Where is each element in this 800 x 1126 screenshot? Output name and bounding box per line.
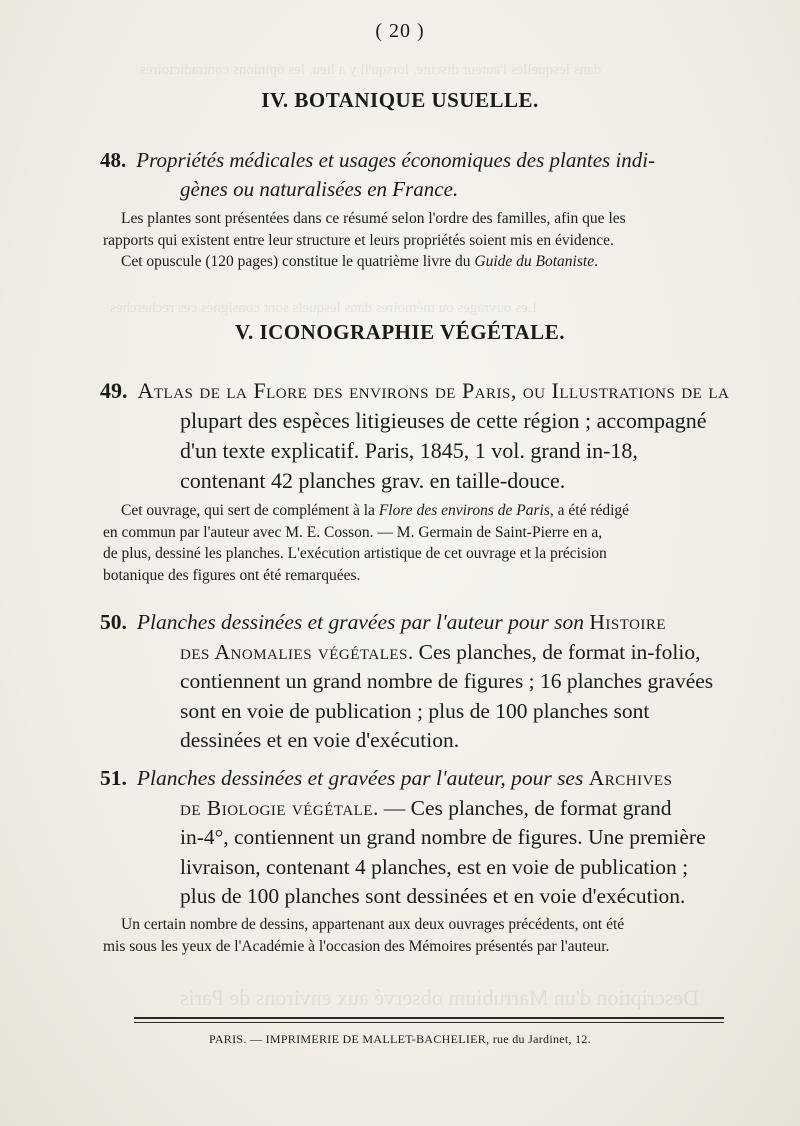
entry-51 (100, 764, 800, 912)
entry-number: 51. (100, 766, 127, 790)
entry-line: dessinées et en voie d'exécution. (180, 728, 460, 752)
printer-imprint: PARIS. — IMPRIMERIE DE MALLET-BACHELIER, rue du Jardinet, 12. (208, 1032, 592, 1046)
footer-rule (134, 1022, 724, 1023)
desc-text: . (594, 253, 598, 270)
entry-title: gènes ou naturalisées en France. (180, 177, 459, 201)
bleed-through-text: dans lesquelles l'auteur discute, lorsqu'il y a lieu, les opinions contradictoires (140, 62, 602, 78)
entry-line: sont en voie de publication ; plus de 100 planches sont (180, 698, 650, 723)
entry-line: contenant 42 planches grav. en taille-douce. (180, 468, 566, 493)
entry-number: 50. (100, 610, 127, 634)
section-title-v: V. ICONOGRAPHIE VÉGÉTALE. (235, 320, 565, 344)
book-title: Flore des environs de Paris (378, 502, 550, 519)
work-title: Archives (588, 766, 673, 790)
desc-line: rapports qui existent entre leur structure et leurs propriétés soient mis en évidence. (103, 231, 614, 249)
entry-line: contiennent un grand nombre de figures ; 16 planches gravées (180, 669, 714, 693)
entry-51-description (103, 914, 768, 957)
entry-number: 49. (100, 378, 128, 403)
entry-line: . — Ces planches, de format grand (373, 795, 672, 820)
page-number: ( 20 ) (375, 20, 425, 42)
entry-title: Atlas de la Flore des environs de Paris, ou Illustrations de la (137, 378, 730, 403)
desc-line: de plus, dessiné les planches. L'exécution artistique de cet ouvrage et la précision (103, 545, 607, 562)
entry-48 (100, 146, 800, 204)
entry-line: plus de 100 planches sont dessinées et en voie d'exécution. (180, 884, 686, 908)
work-title: Histoire (589, 610, 667, 634)
entry-line: . Ces planches, de format in-folio, (407, 639, 701, 664)
entry-title: Planches dessinées et gravées par l'auteur pour son (136, 610, 590, 634)
desc-line: Un certain nombre de dessins, appartenant aux deux ouvrages précédents, ont été (121, 916, 625, 933)
desc-line (103, 500, 768, 522)
desc-text: Cet ouvrage, qui sert de complément à la (121, 502, 379, 519)
desc-line: mis sous les yeux de l'Académie à l'occasion des Mémoires présentés par l'auteur. (103, 937, 610, 955)
entry-number: 48. (100, 148, 127, 172)
desc-line: en commun par l'auteur avec M. E. Cosson. — M. Germain de Saint-Pierre en a, (103, 523, 603, 541)
desc-line: botanique des figures ont été remarquées. (103, 566, 361, 584)
section-title-iv: IV. BOTANIQUE USUELLE. (261, 88, 539, 112)
work-title: des Anomalies végétales (180, 639, 408, 664)
entry-title: Propriétés médicales et usages économiques des plantes indi- (136, 148, 656, 172)
desc-line (103, 251, 768, 273)
desc-text: , a été rédigé (549, 502, 630, 519)
entry-50 (100, 608, 800, 756)
bleed-through-text: Description d'un Marrubium observé aux environs de Paris (180, 985, 700, 1010)
entry-49 (100, 376, 800, 496)
entry-48-description (103, 208, 768, 273)
footer-rule (134, 1017, 724, 1019)
entry-line: plupart des espèces litigieuses de cette région ; accompagné (180, 408, 707, 433)
entry-title: Planches dessinées et gravées par l'auteur, pour ses (136, 766, 589, 790)
bleed-through-text: Les ouvrages ou mémoires dans lesquels sont consignés ces recherches (110, 300, 537, 316)
entry-line: d'un texte explicatif. Paris, 1845, 1 vol. grand in-18, (180, 438, 638, 463)
entry-line: in-4°, contiennent un grand nombre de figures. Une première (180, 825, 706, 849)
work-title: de Biologie végétale (180, 795, 374, 820)
entry-49-description (103, 500, 768, 586)
book-title: Guide du Botaniste (474, 253, 595, 270)
desc-text: Cet opuscule (120 pages) constitue le quatrième livre du (121, 253, 475, 270)
desc-line: Les plantes sont présentées dans ce résumé selon l'ordre des familles, afin que les (121, 210, 626, 227)
entry-line: livraison, contenant 4 planches, est en voie de publication ; (180, 854, 689, 879)
